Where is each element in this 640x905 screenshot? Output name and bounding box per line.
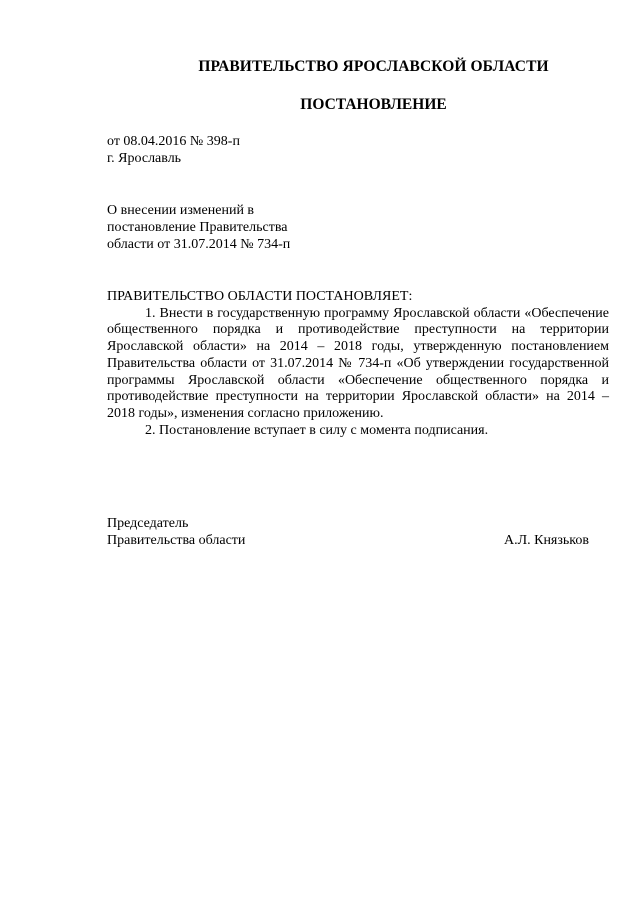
- subject-line: постановление Правительства: [107, 220, 288, 235]
- document-type-title: ПОСТАНОВЛЕНИЕ: [300, 96, 447, 113]
- document-meta: [107, 133, 240, 167]
- government-title: ПРАВИТЕЛЬСТВО ЯРОСЛАВСКОЙ ОБЛАСТИ: [198, 58, 549, 75]
- city-line: г. Ярославль: [107, 151, 182, 166]
- preamble: ПРАВИТЕЛЬСТВО ОБЛАСТИ ПОСТАНОВЛЯЕТ:: [107, 289, 413, 304]
- date-number-line: от 08.04.2016 № 398-п: [107, 134, 240, 149]
- signer-position-line1: Председатель: [107, 516, 189, 531]
- signer-position-line2: Правительства области: [107, 533, 246, 548]
- subject-line: области от 31.07.2014 № 734-п: [107, 237, 291, 252]
- paragraph-1: 1. Внести в государственную программу Ярославской области «Обеспечение общественного порядка и противодействие преступности на территории Ярославской области» на 2014 – 2018 годы, утвержденную постановлением Правительства области от 31.07.2014 № 734-п «Об утверждении государственной программы Ярославской области «Обеспечение общественного порядка и противодействие преступности на территории Ярославской области» на 2014 – 2018 годы», изменения согласно приложению.: [107, 305, 609, 421]
- signer-name: А.Л. Князьков: [504, 533, 589, 548]
- signature-block: [107, 515, 589, 549]
- subject-line: О внесении изменений в: [107, 203, 255, 218]
- signature-row: [107, 532, 589, 549]
- document-body: [107, 289, 609, 439]
- document-subject: [107, 202, 290, 253]
- paragraph-2: 2. Постановление вступает в силу с момента подписания.: [145, 422, 489, 438]
